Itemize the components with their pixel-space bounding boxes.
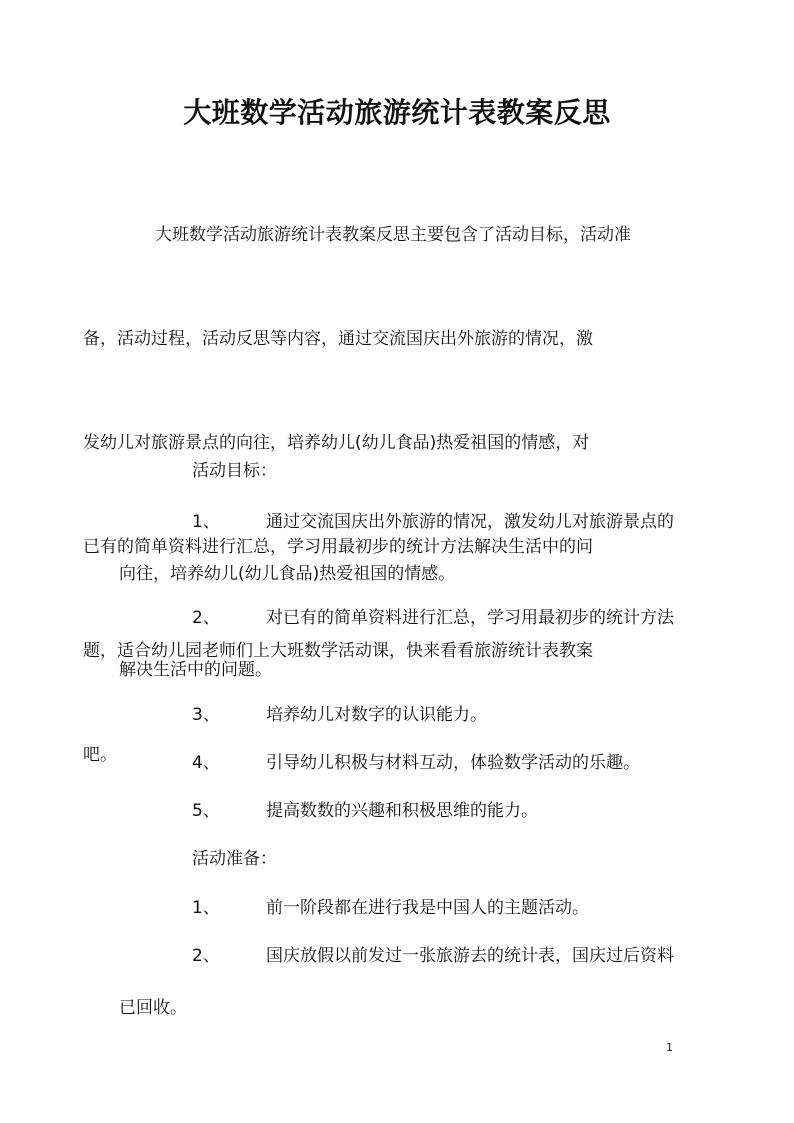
- goal-item-4: [119, 737, 675, 789]
- goal-text: 通过交流国庆出外旅游的情况，激发幼儿对旅游景点的: [266, 512, 674, 532]
- intro-line: 吧。: [83, 745, 117, 765]
- intro-line: 题，适合幼儿园老师们上大班数学活动课，快来看看旅游统计表教案: [83, 641, 593, 661]
- list-number: 2、: [192, 608, 220, 628]
- prep-continuation: 已回收。: [119, 998, 187, 1018]
- list-number: 1、: [192, 512, 220, 532]
- prep-item-1: [119, 882, 675, 934]
- goal-text: 培养幼儿对数字的认识能力。: [266, 705, 487, 725]
- list-number: 5、: [192, 801, 220, 821]
- goal-line: [119, 689, 675, 741]
- intro-line: 已有的简单资料进行汇总，学习用最初步的统计方法解决生活中的问: [83, 537, 593, 557]
- section-heading-goals: 活动目标：: [192, 461, 277, 481]
- section-heading-prep: 活动准备：: [192, 849, 277, 869]
- prep-text: 前一阶段都在进行我是中国人的主题活动。: [266, 898, 589, 918]
- goal-item-5: [119, 785, 675, 837]
- goal-line: [119, 785, 675, 837]
- goal-line: [119, 496, 675, 548]
- goal-continuation: 向往，培养幼儿(幼儿食品)热爱祖国的情感。: [119, 564, 456, 584]
- goal-line: [119, 592, 675, 644]
- goal-item-1: [83, 496, 675, 600]
- goal-continuation: 解决生活中的问题。: [119, 660, 272, 680]
- intro-line: 备，活动过程，活动反思等内容，通过交流国庆出外旅游的情况，激: [83, 329, 593, 349]
- prep-line: [119, 882, 675, 934]
- prep-text: 国庆放假以前发过一张旅游去的统计表，国庆过后资料: [266, 946, 674, 966]
- list-number: 1、: [192, 898, 220, 918]
- goal-text: 对已有的简单资料进行汇总，学习用最初步的统计方法: [266, 608, 674, 628]
- list-number: 4、: [192, 753, 220, 773]
- list-number: 2、: [192, 946, 220, 966]
- intro-line: 大班数学活动旅游统计表教案反思主要包含了活动目标，活动准: [155, 225, 631, 245]
- intro-line: 发幼儿对旅游景点的向往，培养幼儿(幼儿食品)热爱祖国的情感，对: [83, 433, 590, 453]
- page-number: 1: [666, 1041, 673, 1054]
- page-title: 大班数学活动旅游统计表教案反思: [183, 96, 611, 129]
- goal-item-2: [83, 592, 675, 696]
- list-number: 3、: [192, 705, 220, 725]
- prep-item-2: [119, 930, 675, 1034]
- goal-line: [119, 737, 675, 789]
- goal-item-3: [119, 689, 675, 741]
- goal-text: 提高数数的兴趣和积极思维的能力。: [266, 801, 538, 821]
- goal-text: 引导幼儿积极与材料互动，体验数学活动的乐趣。: [266, 753, 640, 773]
- prep-line: [119, 930, 675, 982]
